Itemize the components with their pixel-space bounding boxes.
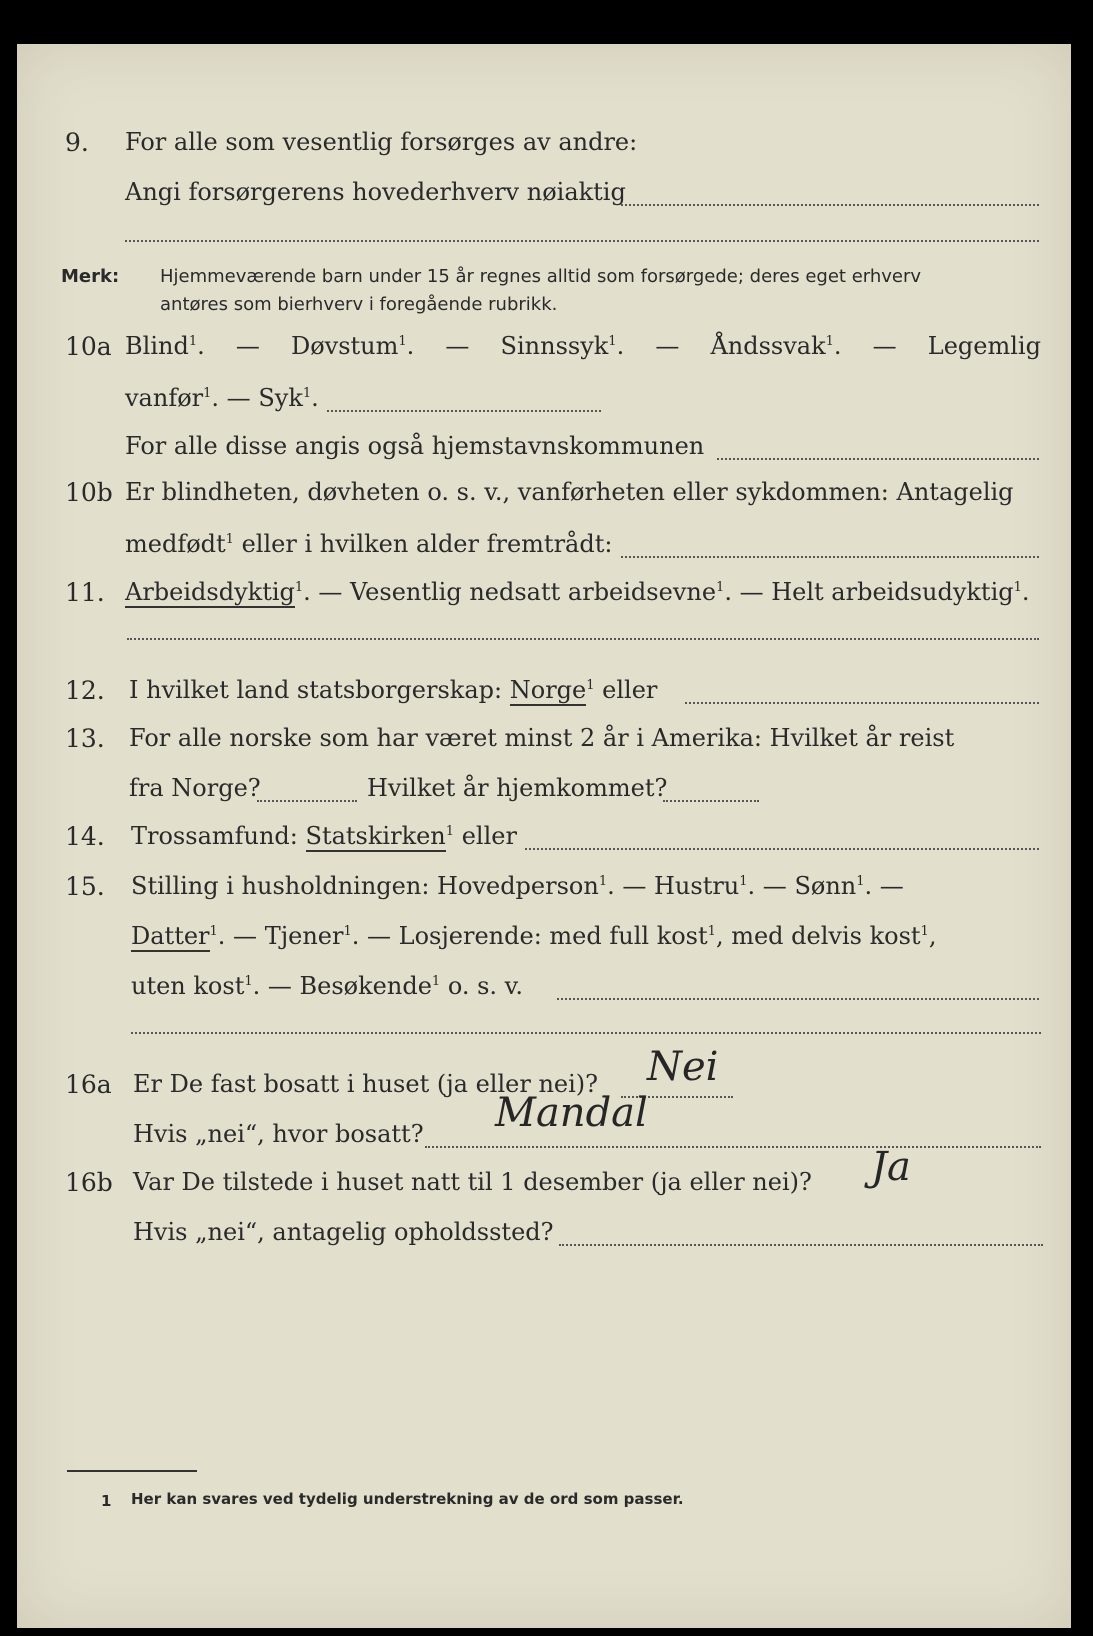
question-10a-line-2 — [17, 378, 1071, 418]
question-text: Var De tilstede i huset natt til 1 desember (ja eller nei)? — [133, 1168, 812, 1196]
question-text: Datter$^1$. — Tjener$^1$. — Losjerende: med full kost$^1$, med delvis kost$^1$, — [131, 922, 937, 950]
question-text: medfødt$^1$ eller i hvilken alder fremtrådt: — [125, 530, 613, 558]
question-text: Arbeidsdyktig$^1$. — Vesentlig nedsatt arbeidsevne$^1$. — Helt arbeidsudyktig$^1$. — [125, 578, 1030, 606]
answer-field[interactable] — [125, 240, 1039, 242]
question-number: 13. — [65, 724, 105, 753]
question-number: 15. — [65, 872, 105, 901]
answer-field[interactable] — [425, 1146, 1041, 1148]
note-text-line-2: antøres som bierhverv i foregående rubrikk. — [160, 294, 558, 315]
answer-field[interactable] — [127, 638, 1039, 640]
answer-field[interactable] — [685, 702, 1039, 704]
footnote-text: Her kan svares ved tydelig understrekning av de ord som passer. — [131, 1490, 684, 1508]
answer-field[interactable] — [327, 410, 601, 412]
question-number: 9. — [65, 128, 89, 157]
handwritten-answer: Ja — [871, 1144, 911, 1190]
question-10b-line-2 — [17, 524, 1071, 564]
answer-field[interactable] — [621, 204, 1039, 206]
question-text: For alle som vesentlig forsørges av andre: — [125, 128, 638, 156]
answer-field[interactable] — [621, 556, 1039, 558]
question-text: Stilling i husholdningen: Hovedperson$^1$. — Hustru$^1$. — Sønn$^1$. — — [131, 872, 904, 900]
question-11 — [17, 572, 1071, 612]
answer-field[interactable] — [717, 458, 1039, 460]
underlined-answer: Norge — [509, 676, 587, 704]
question-number: 10b — [65, 478, 113, 507]
question-text: fra Norge? — [129, 774, 261, 802]
question-12 — [17, 670, 1071, 710]
footnote-mark: 1 — [101, 1492, 112, 1510]
answer-field[interactable] — [525, 848, 1039, 850]
handwritten-answer: Mandal — [495, 1090, 648, 1136]
question-15 — [17, 866, 1071, 906]
question-number: 16a — [65, 1070, 112, 1099]
question-10a-line-3 — [17, 426, 1071, 466]
question-text: uten kost$^1$. — Besøkende$^1$ o. s. v. — [131, 972, 524, 1000]
census-form-page — [17, 44, 1071, 1628]
question-10a — [17, 326, 1071, 366]
question-number: 11. — [65, 578, 105, 607]
question-14 — [17, 816, 1071, 856]
question-text: Hvilket år hjemkommet? — [367, 774, 668, 802]
question-text: Angi forsørgerens hovederhverv nøiaktig — [125, 178, 626, 206]
answer-field[interactable] — [131, 1032, 1041, 1034]
underlined-answer: Arbeidsdyktig — [125, 578, 295, 606]
underlined-answer: Datter — [131, 922, 210, 950]
question-text: Trossamfund: Statskirken$^1$ eller — [131, 822, 517, 850]
question-16b-line-2 — [17, 1212, 1071, 1252]
question-9-line-2 — [17, 172, 1071, 212]
question-text: For alle norske som har været minst 2 år i Amerika: Hvilket år reist — [129, 724, 955, 752]
question-text: Hvis „nei“, antagelig opholdssted? — [133, 1218, 554, 1246]
question-text: I hvilket land statsborgerskap: Norge$^1$ eller — [129, 676, 658, 704]
note-text-line-1: Hjemmeværende barn under 15 år regnes alltid som forsørgede; deres eget erhverv — [160, 266, 922, 287]
question-number: 14. — [65, 822, 105, 851]
question-9 — [17, 122, 1071, 162]
answer-field[interactable] — [559, 1244, 1043, 1246]
question-text: Er blindheten, døvheten o. s. v., vanførheten eller sykdommen: Antagelig — [125, 478, 1014, 506]
question-text: vanfør$^1$. — Syk$^1$. — [125, 384, 319, 412]
question-text: For alle disse angis også hjemstavnskommunen — [125, 432, 705, 460]
question-text: Er De fast bosatt i huset (ja eller nei)? — [133, 1070, 599, 1098]
question-15-line-3 — [17, 966, 1071, 1006]
answer-field[interactable] — [663, 800, 759, 802]
question-number: 10a — [65, 332, 112, 361]
question-text: Blind$^1$. — Døvstum$^1$. — Sinnssyk$^1$. — Åndssvak$^1$. — Legemlig — [125, 332, 1041, 360]
question-number: 12. — [65, 676, 105, 705]
question-10b — [17, 472, 1071, 512]
question-13-line-2 — [17, 768, 1071, 808]
footnote-divider — [67, 1470, 197, 1472]
question-text: Hvis „nei“, hvor bosatt? — [133, 1120, 424, 1148]
question-13 — [17, 718, 1071, 758]
question-15-line-2 — [17, 916, 1071, 956]
answer-field[interactable] — [557, 998, 1039, 1000]
question-number: 16b — [65, 1168, 113, 1197]
question-16b — [17, 1162, 1071, 1202]
underlined-answer: Statskirken — [305, 822, 446, 850]
answer-field[interactable] — [257, 800, 357, 802]
handwritten-answer: Nei — [647, 1044, 719, 1090]
note-label: Merk: — [61, 266, 120, 287]
